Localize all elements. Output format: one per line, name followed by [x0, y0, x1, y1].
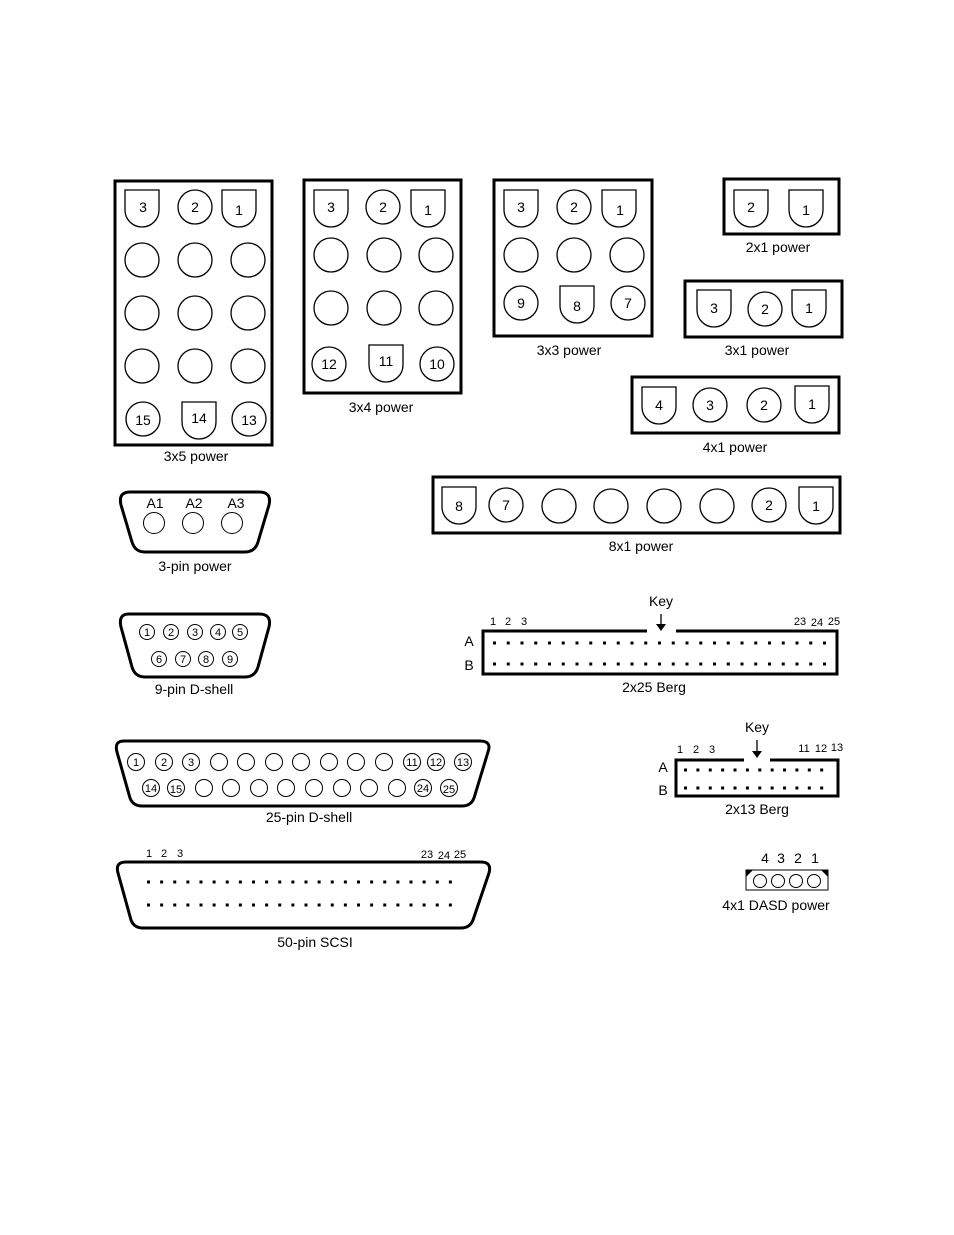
- pin-label: 2: [191, 199, 199, 215]
- housing: [724, 179, 839, 234]
- pin: [251, 780, 268, 797]
- pin-label: A2: [185, 495, 203, 511]
- pin-number: 23: [420, 849, 434, 861]
- pin-label: A1: [146, 495, 164, 511]
- connector-caption: 8x1 power: [608, 538, 674, 554]
- pin: [196, 780, 213, 797]
- pin-label: 8: [573, 298, 581, 314]
- connector-caption: 4x1 DASD power: [722, 897, 830, 913]
- pin: [389, 780, 406, 797]
- pin: [125, 296, 159, 330]
- pin-number: 13: [830, 742, 844, 754]
- pin-number: 25: [453, 849, 467, 861]
- housing: [433, 477, 840, 533]
- pin: [278, 780, 295, 797]
- pin-number: 1: [676, 744, 684, 756]
- connector-caption: 2x1 power: [745, 239, 811, 255]
- pin: [376, 754, 393, 771]
- key-arrow-head: [752, 751, 762, 758]
- connector-4x1-dasd-power: [746, 870, 828, 890]
- row-label: B: [464, 657, 474, 673]
- pin: [700, 489, 734, 523]
- corner-key: [821, 870, 828, 877]
- pin: [754, 875, 767, 888]
- pin-label: 1: [808, 396, 816, 412]
- pin: [211, 754, 228, 771]
- pin: [808, 875, 821, 888]
- pin-label: 7: [502, 497, 510, 513]
- pin-number: 12: [814, 743, 828, 755]
- pin-label: A3: [227, 495, 245, 511]
- pin: [231, 243, 265, 277]
- pin-label: 2: [379, 199, 387, 215]
- pin: [419, 238, 453, 272]
- pin: [231, 349, 265, 383]
- pin-label: 10: [429, 356, 445, 372]
- pin: [266, 754, 283, 771]
- pin-label: 2: [765, 497, 773, 513]
- pin-label: 12: [429, 757, 443, 769]
- connector-3x5-power: [115, 181, 272, 445]
- pin-label: 3: [191, 627, 199, 639]
- connector-8x1-power: [433, 477, 840, 533]
- pin: [125, 349, 159, 383]
- connector-caption: 2x25 Berg: [622, 679, 686, 695]
- pin: [647, 489, 681, 523]
- pin-label: 5: [236, 627, 244, 639]
- pin: [178, 243, 212, 277]
- pin-label: 3: [710, 300, 718, 316]
- connector-2x25-berg: [483, 614, 837, 674]
- pin-label: 3: [327, 199, 335, 215]
- pin-label: 11: [406, 757, 418, 769]
- pin-label: 8: [455, 498, 463, 514]
- housing: [120, 614, 269, 677]
- pin-label: 3: [706, 397, 714, 413]
- pin: [367, 238, 401, 272]
- pin-number: 1: [811, 850, 819, 866]
- connector-caption: 9-pin D-shell: [154, 681, 234, 697]
- row-label: A: [658, 759, 668, 775]
- pin: [293, 754, 310, 771]
- pin-label: 9: [226, 654, 234, 666]
- pin-label: 11: [378, 353, 394, 369]
- pin-number: 1: [145, 848, 153, 860]
- connector-caption: 25-pin D-shell: [265, 809, 353, 825]
- connector-caption: 3x4 power: [348, 399, 414, 415]
- pin: [231, 296, 265, 330]
- pin: [223, 780, 240, 797]
- connector-caption: 3x1 power: [724, 342, 790, 358]
- pin: [314, 291, 348, 325]
- pin: [542, 489, 576, 523]
- connector-caption: 50-pin SCSI: [277, 934, 353, 950]
- pin-number: 2: [160, 848, 168, 860]
- pin: [183, 513, 204, 534]
- pin-number: 25: [827, 616, 841, 628]
- key-arrow-head: [656, 624, 666, 631]
- connector-caption: 4x1 power: [702, 439, 768, 455]
- corner-key: [746, 870, 753, 877]
- pin-label: 1: [802, 202, 810, 218]
- connector-9-pin-d-shell: [120, 614, 269, 677]
- pin-label: 3: [517, 199, 525, 215]
- housing: [676, 760, 838, 796]
- pin: [419, 291, 453, 325]
- pin-label: 1: [424, 202, 432, 218]
- pin: [238, 754, 255, 771]
- pin-label: 4: [214, 627, 222, 639]
- pin-label: 9: [517, 295, 525, 311]
- pin-label: 3: [187, 757, 195, 769]
- pin: [178, 349, 212, 383]
- pin-label: 1: [132, 757, 140, 769]
- pin-label: 15: [169, 784, 183, 796]
- connector-caption: 3x5 power: [163, 448, 229, 464]
- pin-label: 2: [761, 301, 769, 317]
- pin-label: 1: [143, 627, 151, 639]
- pin-label: 2: [160, 757, 168, 769]
- connector-2x13-berg: [676, 740, 838, 796]
- pin-number: 4: [761, 850, 769, 866]
- pin-label: 1: [805, 300, 813, 316]
- pin-label: 24: [416, 783, 430, 795]
- housing: [115, 181, 272, 445]
- pin: [361, 780, 378, 797]
- pin: [348, 754, 365, 771]
- connector-caption: 3x3 power: [536, 342, 602, 358]
- housing: [483, 631, 837, 674]
- pin: [772, 875, 785, 888]
- pin-number: 24: [437, 850, 451, 862]
- pin-number: 23: [793, 616, 807, 628]
- pin: [178, 296, 212, 330]
- pin-label: 7: [179, 654, 187, 666]
- pin: [306, 780, 323, 797]
- pin-number: 3: [176, 848, 184, 860]
- pin-label: 1: [235, 202, 243, 218]
- pin-number: 2: [692, 744, 700, 756]
- pin-number: 24: [810, 617, 824, 629]
- housing: [116, 741, 489, 806]
- pin: [222, 513, 243, 534]
- pin-number: 3: [777, 850, 785, 866]
- connector-25-pin-d-shell: [116, 741, 489, 806]
- pin: [790, 875, 803, 888]
- pin-label: 25: [442, 784, 456, 796]
- pin-label: 2: [760, 397, 768, 413]
- pin-number: 1: [489, 616, 497, 628]
- pin: [334, 780, 351, 797]
- pin-label: 2: [570, 199, 578, 215]
- pin: [367, 291, 401, 325]
- pin-label: 3: [139, 199, 147, 215]
- pin-label: 6: [155, 654, 163, 666]
- housing: [117, 862, 489, 928]
- pin: [144, 513, 165, 534]
- pin: [594, 489, 628, 523]
- pin: [504, 238, 538, 272]
- pin-label: 15: [135, 412, 151, 428]
- pin: [610, 238, 644, 272]
- pin-label: 14: [144, 783, 158, 795]
- pin-label: 2: [747, 199, 755, 215]
- pin: [314, 238, 348, 272]
- pin-label: 4: [655, 397, 663, 413]
- connector-caption: 3-pin power: [158, 558, 232, 574]
- pin: [557, 238, 591, 272]
- pin-label: 1: [812, 498, 820, 514]
- pin-label: 8: [202, 654, 210, 666]
- pin-label: 7: [624, 295, 632, 311]
- pin-number: 11: [798, 743, 810, 755]
- key-label: Key: [744, 719, 770, 735]
- pin-label: 13: [456, 757, 470, 769]
- row-label: B: [658, 782, 668, 798]
- connector-caption: 2x13 Berg: [725, 801, 789, 817]
- pin-number: 2: [504, 616, 512, 628]
- pin-label: 14: [191, 410, 207, 426]
- pin-label: 1: [616, 202, 624, 218]
- key-label: Key: [648, 593, 674, 609]
- pin-number: 3: [520, 616, 528, 628]
- connector-50-pin-scsi: [117, 862, 489, 928]
- pin-label: 13: [241, 412, 257, 428]
- pin-label: 12: [321, 356, 337, 372]
- pin-label: 2: [167, 627, 175, 639]
- row-label: A: [464, 633, 474, 649]
- pin-number: 3: [708, 744, 716, 756]
- pin: [321, 754, 338, 771]
- connector-2x1-power: [724, 179, 839, 234]
- pin: [125, 243, 159, 277]
- pin-number: 2: [794, 850, 802, 866]
